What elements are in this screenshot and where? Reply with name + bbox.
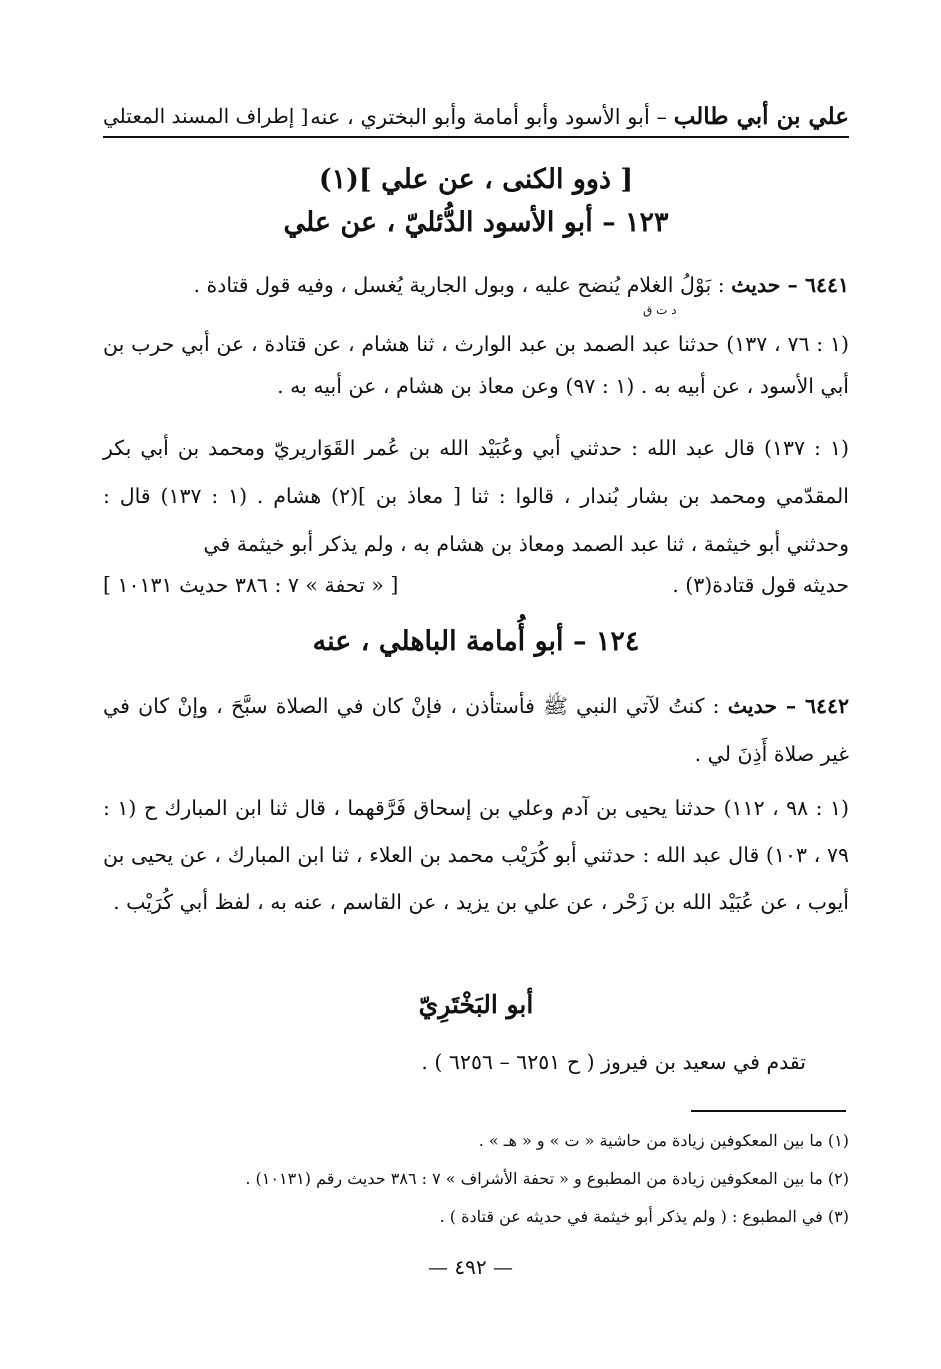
tuhfa-reference: [ « تحفة » ٧ : ٣٨٦ حديث ١٠١٣١ ] [103, 573, 399, 597]
header-book-title: [ إطراف المسند المعتلي [103, 104, 309, 128]
hadith-6441 [103, 265, 849, 305]
isnad-6441-end: حديثه قول قتادة(٣) . [672, 573, 849, 597]
hadith-text: : كنتُ لآتي النبي ﷺ فأستأذن ، فإنْ كان في الصلاة سبَّحَ ، وإنْ كان في غير صلاة أَذِنَ لي . [103, 694, 849, 766]
hadith-6442 [103, 682, 849, 778]
chapter-heading-124: ١٢٤ – أبو أُمامة الباهلي ، عنه [312, 626, 640, 657]
footnote-2: (٢) ما بين المعكوفين زيادة من المطبوع و « تحفة الأشراف » ٧ : ٣٨٦ حديث رقم (١٠١٣١) . [245, 1169, 849, 1188]
hadith-number: ٦٤٤١ [804, 273, 849, 297]
isnad-6441-a: (١ : ٧٦ ، ١٣٧) حدثنا عبد الصمد بن عبد الوارث ، ثنا هشام ، عن قتادة ، عن أبي حرب بن أبي الأسود ، عن أبيه به . (١ : ٩٧) وعن معاذ بن هشام ، عن أبيه به . [103, 332, 849, 398]
hadith-symbols: د ت ق [643, 303, 677, 317]
footnote-rule [691, 1110, 846, 1112]
running-header [103, 96, 849, 138]
isnad-6442: (١ : ٩٨ ، ١١٢) حدثنا يحيى بن آدم وعلي بن إسحاق فَرَّقهما ، قال ثنا ابن المبارك ح (١ : ٧٩ ، ١٠٣) قال عبد الله : حدثني أبو كُرَيْب محمد بن العلاء ، ثنا ابن المبارك ، عن يحيى بن أيوب ، عن عُبَيْد الله بن زَحْر ، عن علي بن يزيد ، عن القاسم ، عنه به ، لفظ أبي كُرَيْب . [103, 796, 849, 914]
hadith-number: ٦٤٤٢ [804, 694, 849, 718]
chapter-heading-123: ١٢٣ – أبو الأسود الدُّئليّ ، عن علي [283, 207, 669, 238]
isnad-6441-last-line [103, 570, 849, 600]
header-bold: علي بن أبي طالب [673, 102, 849, 130]
page-number: — ٤٩٢ — [428, 1255, 513, 1279]
header-middle: – أبو الأسود وأبو أمامة وأبو البختري ، عنه [310, 104, 674, 129]
cross-reference: تقدم في سعيد بن فيروز ( ح ٦٢٥١ – ٦٢٥٦ ) . [421, 1050, 806, 1074]
hadith-label: – حديث [731, 273, 805, 297]
footnote-1: (١) ما بين المعكوفين زيادة من حاشية « ت » و « هـ » . [478, 1131, 849, 1150]
header-title [310, 103, 849, 130]
section-heading-kunya: [ ذوو الكنى ، عن علي ](١) [318, 164, 634, 195]
section-heading-bakhtari: أبو البَخْتَرِيّ [418, 990, 534, 1019]
hadith-label: – حديث [727, 694, 805, 718]
hadith-text: : بَوْلُ الغلام يُنضح عليه ، وبول الجارية يُغسل ، وفيه قول قتادة . [193, 273, 732, 297]
isnad-6441-b: (١ : ١٣٧) قال عبد الله : حدثني أبي وعُبَيْد الله بن عُمر القَوَاريريّ ومحمد بن أبي بكر المقدّمي ومحمد بن بشار بُندار ، قالوا : ثنا [ معاذ بن ](٢) هشام . (١ : ١٣٧) قال : وحدثني أبو خيثمة ، ثنا عبد الصمد ومعاذ بن هشام به ، ولم يذكر أبو خيثمة في [103, 436, 849, 556]
footnote-3: (٣) في المطبوع : ( ولم يذكر أبو خيثمة في حديثه عن قتادة ) . [439, 1207, 849, 1226]
